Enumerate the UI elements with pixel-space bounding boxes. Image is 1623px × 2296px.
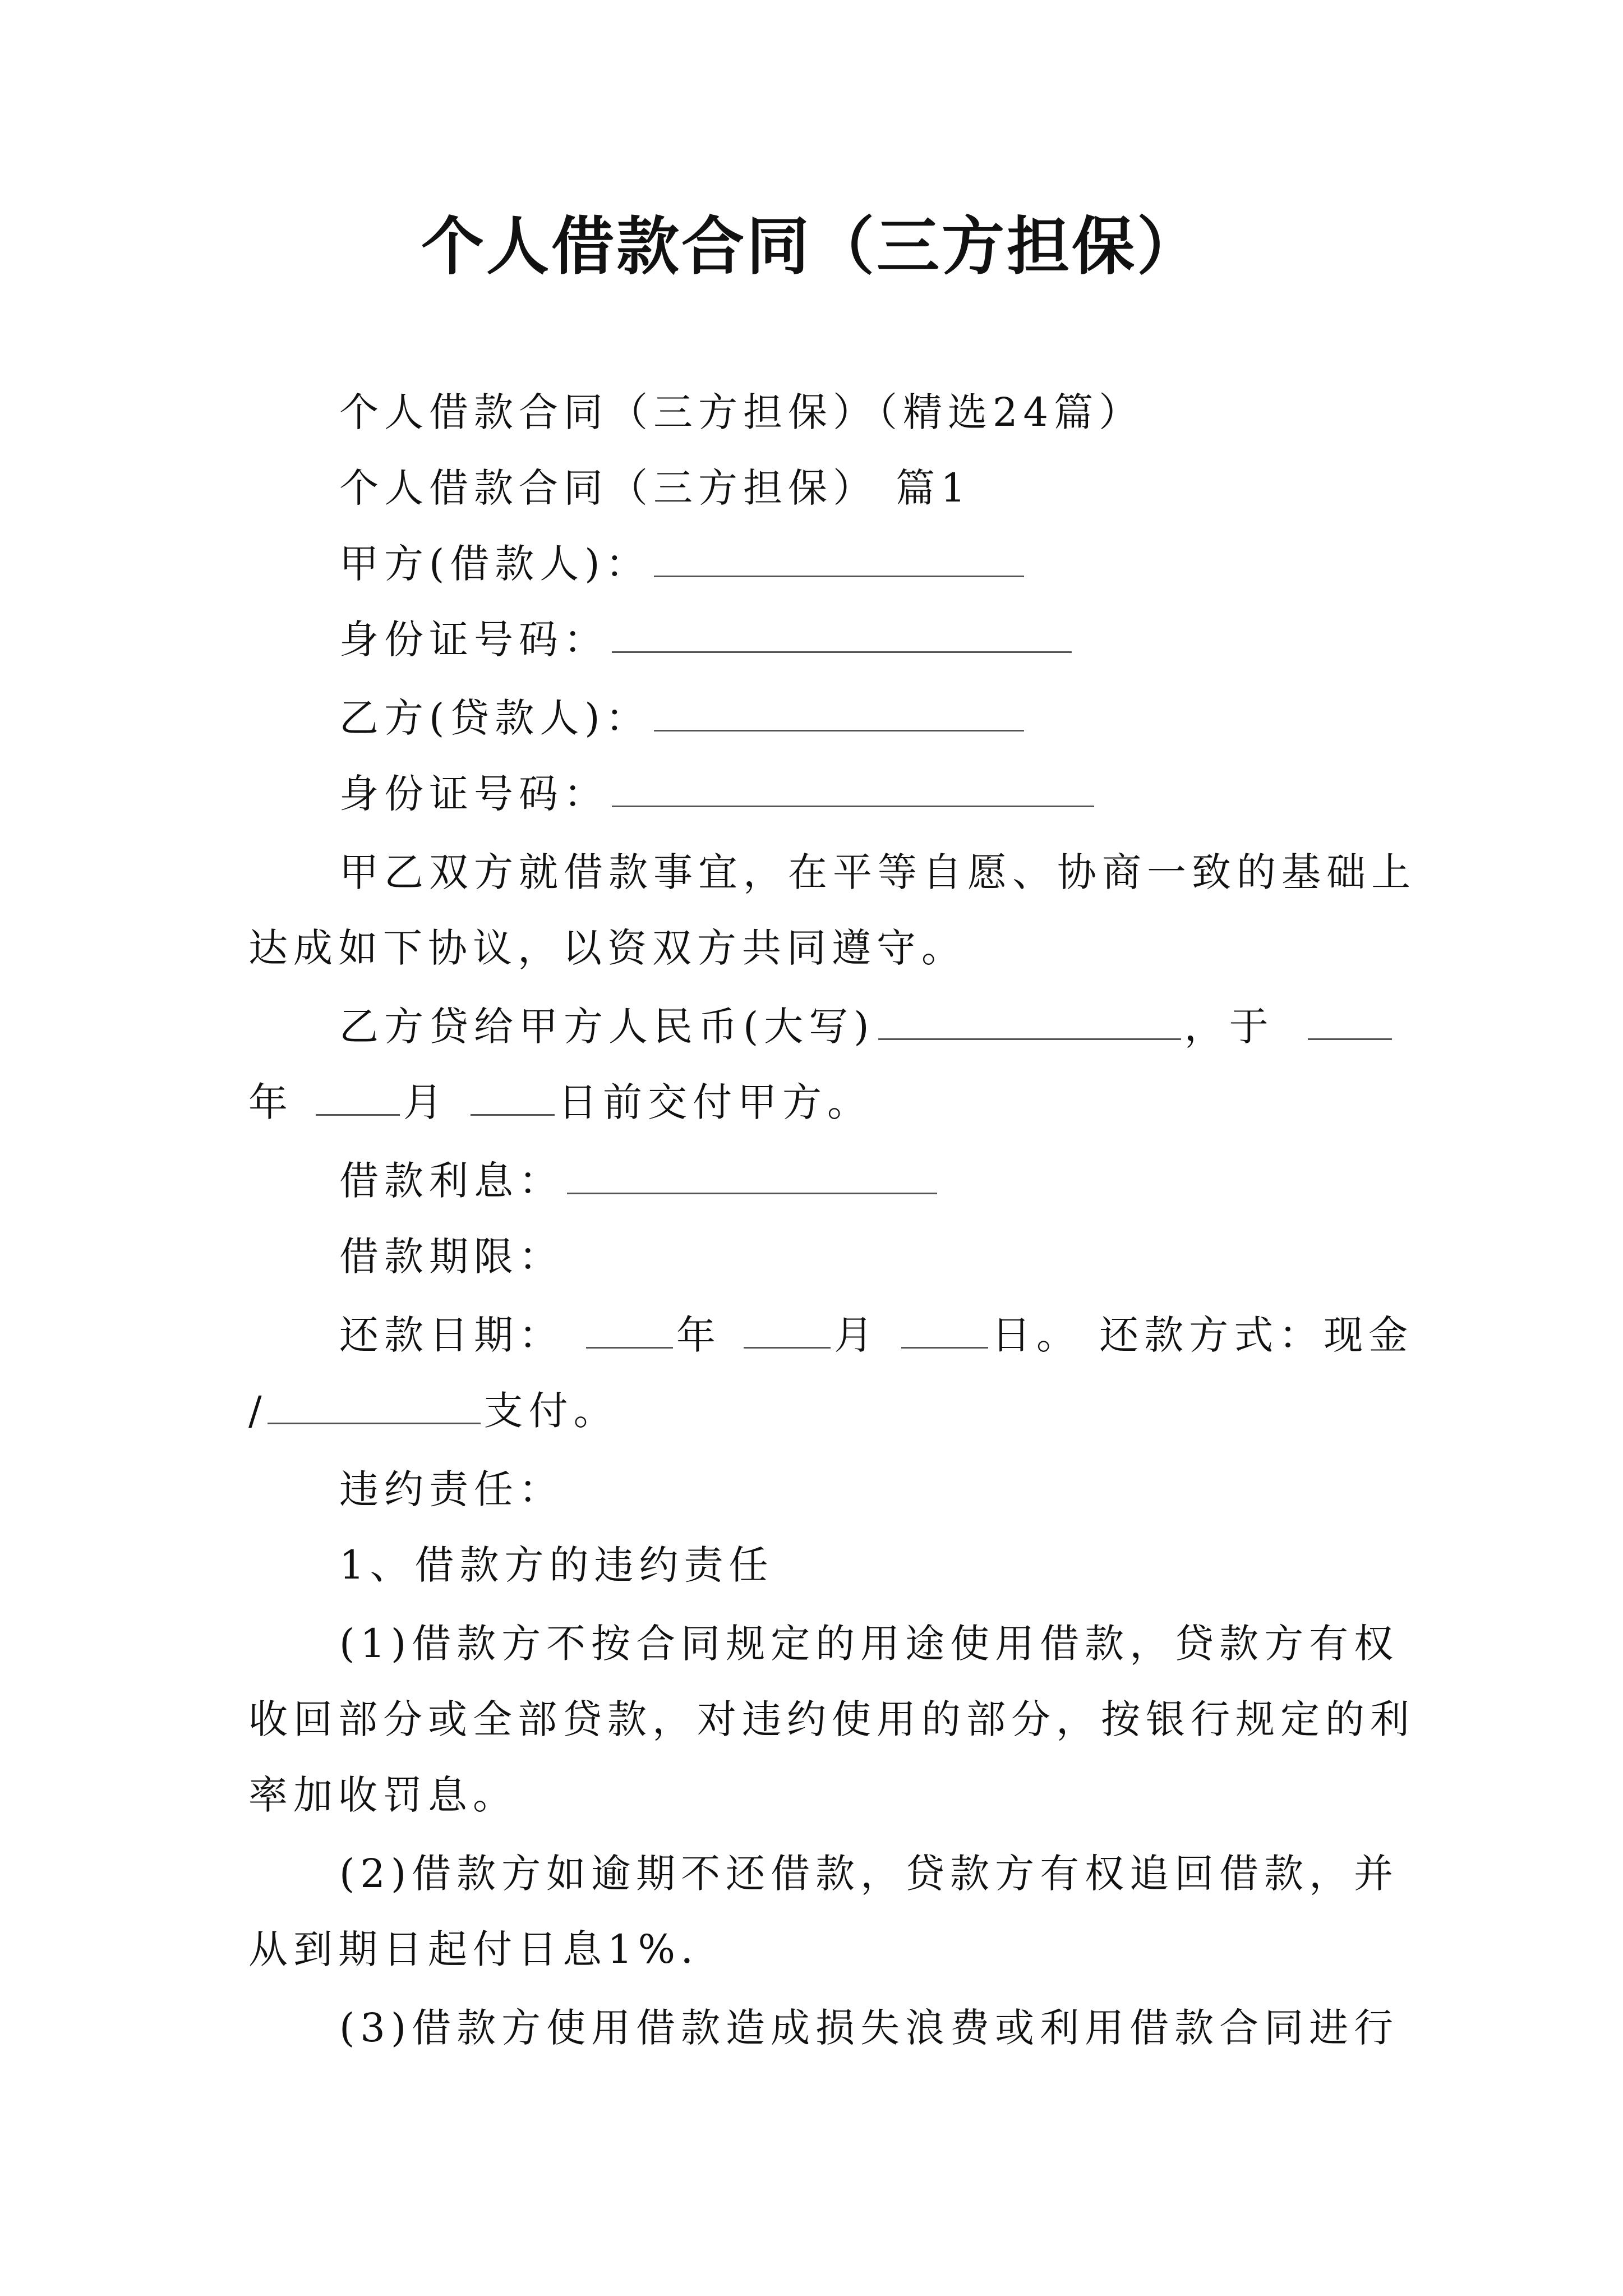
repay-day: 日。	[992, 1312, 1081, 1358]
interest-blank	[567, 1159, 937, 1194]
party-b-label: 乙方(贷款人)：	[339, 695, 651, 741]
para2-day-tail: 日前交付甲方。	[558, 1079, 872, 1125]
repay-year: 年	[676, 1312, 721, 1358]
section-heading: 个人借款合同（三方担保） 篇1	[339, 465, 971, 511]
item-1-1-line3: 率加收罚息。	[248, 1772, 518, 1818]
term-label: 借款期限：	[339, 1234, 564, 1280]
item-1-1-line2: 收回部分或全部贷款，对违约使用的部分，按银行规定的利	[248, 1696, 1415, 1742]
liability-label: 违约责任：	[339, 1466, 564, 1512]
para2-month: 月	[403, 1079, 448, 1125]
repay-year-blank	[586, 1313, 673, 1349]
party-a-row	[339, 536, 1027, 592]
id-blank-1	[612, 618, 1072, 653]
interest-row	[339, 1153, 940, 1209]
day-blank-1	[471, 1080, 555, 1116]
id-label-2: 身份证号码：	[339, 771, 608, 817]
item-1-2-line2: 从到期日起付日息1%．	[248, 1926, 726, 1972]
month-blank-1	[316, 1080, 400, 1116]
pay-row	[248, 1383, 619, 1439]
interest-label: 借款利息：	[339, 1158, 564, 1204]
party-a-blank	[654, 542, 1024, 577]
id-row-1	[339, 611, 1075, 668]
repay-month-blank	[744, 1313, 831, 1349]
para2-part2: ，于	[1184, 1004, 1274, 1050]
pay-tail: 支付。	[483, 1388, 619, 1434]
id-row-2	[339, 766, 1098, 822]
party-a-label: 甲方(借款人)：	[339, 541, 651, 587]
party-b-blank	[654, 696, 1024, 731]
party-b-row	[339, 690, 1027, 746]
para1-line2: 达成如下协议，以资双方共同遵守。	[248, 925, 966, 971]
item-1-1-line1: (1)借款方不按合同规定的用途使用借款，贷款方有权	[339, 1621, 1399, 1667]
id-blank-2	[612, 772, 1094, 807]
repay-row	[339, 1307, 1413, 1363]
para2-part1: 乙方贷给甲方人民币(大写)	[339, 1004, 875, 1050]
para2-line2	[248, 1074, 872, 1130]
para2-year: 年	[248, 1079, 293, 1125]
item-1-3-line1: (3)借款方使用借款造成损失浪费或利用借款合同进行	[339, 2005, 1399, 2051]
para2-line1	[339, 999, 1395, 1055]
repay-day-blank	[901, 1313, 988, 1349]
para1-line1: 甲乙双方就借款事宜，在平等自愿、协商一致的基础上	[339, 849, 1416, 895]
repay-label: 还款日期：	[339, 1312, 564, 1358]
repay-month: 月	[834, 1312, 879, 1358]
repay-method: 还款方式：现金	[1099, 1312, 1414, 1358]
slash: /	[248, 1388, 268, 1434]
item-1: 1、借款方的违约责任	[339, 1542, 774, 1588]
subtitle: 个人借款合同（三方担保）（精选24篇）	[339, 389, 1144, 435]
year-blank-1	[1308, 1005, 1392, 1040]
id-label-1: 身份证号码：	[339, 616, 608, 662]
document-title: 个人借款合同（三方担保）	[421, 210, 1202, 283]
amount-blank	[878, 1005, 1181, 1040]
pay-method-blank	[268, 1389, 481, 1424]
item-1-2-line1: (2)借款方如逾期不还借款，贷款方有权追回借款，并	[339, 1851, 1399, 1897]
